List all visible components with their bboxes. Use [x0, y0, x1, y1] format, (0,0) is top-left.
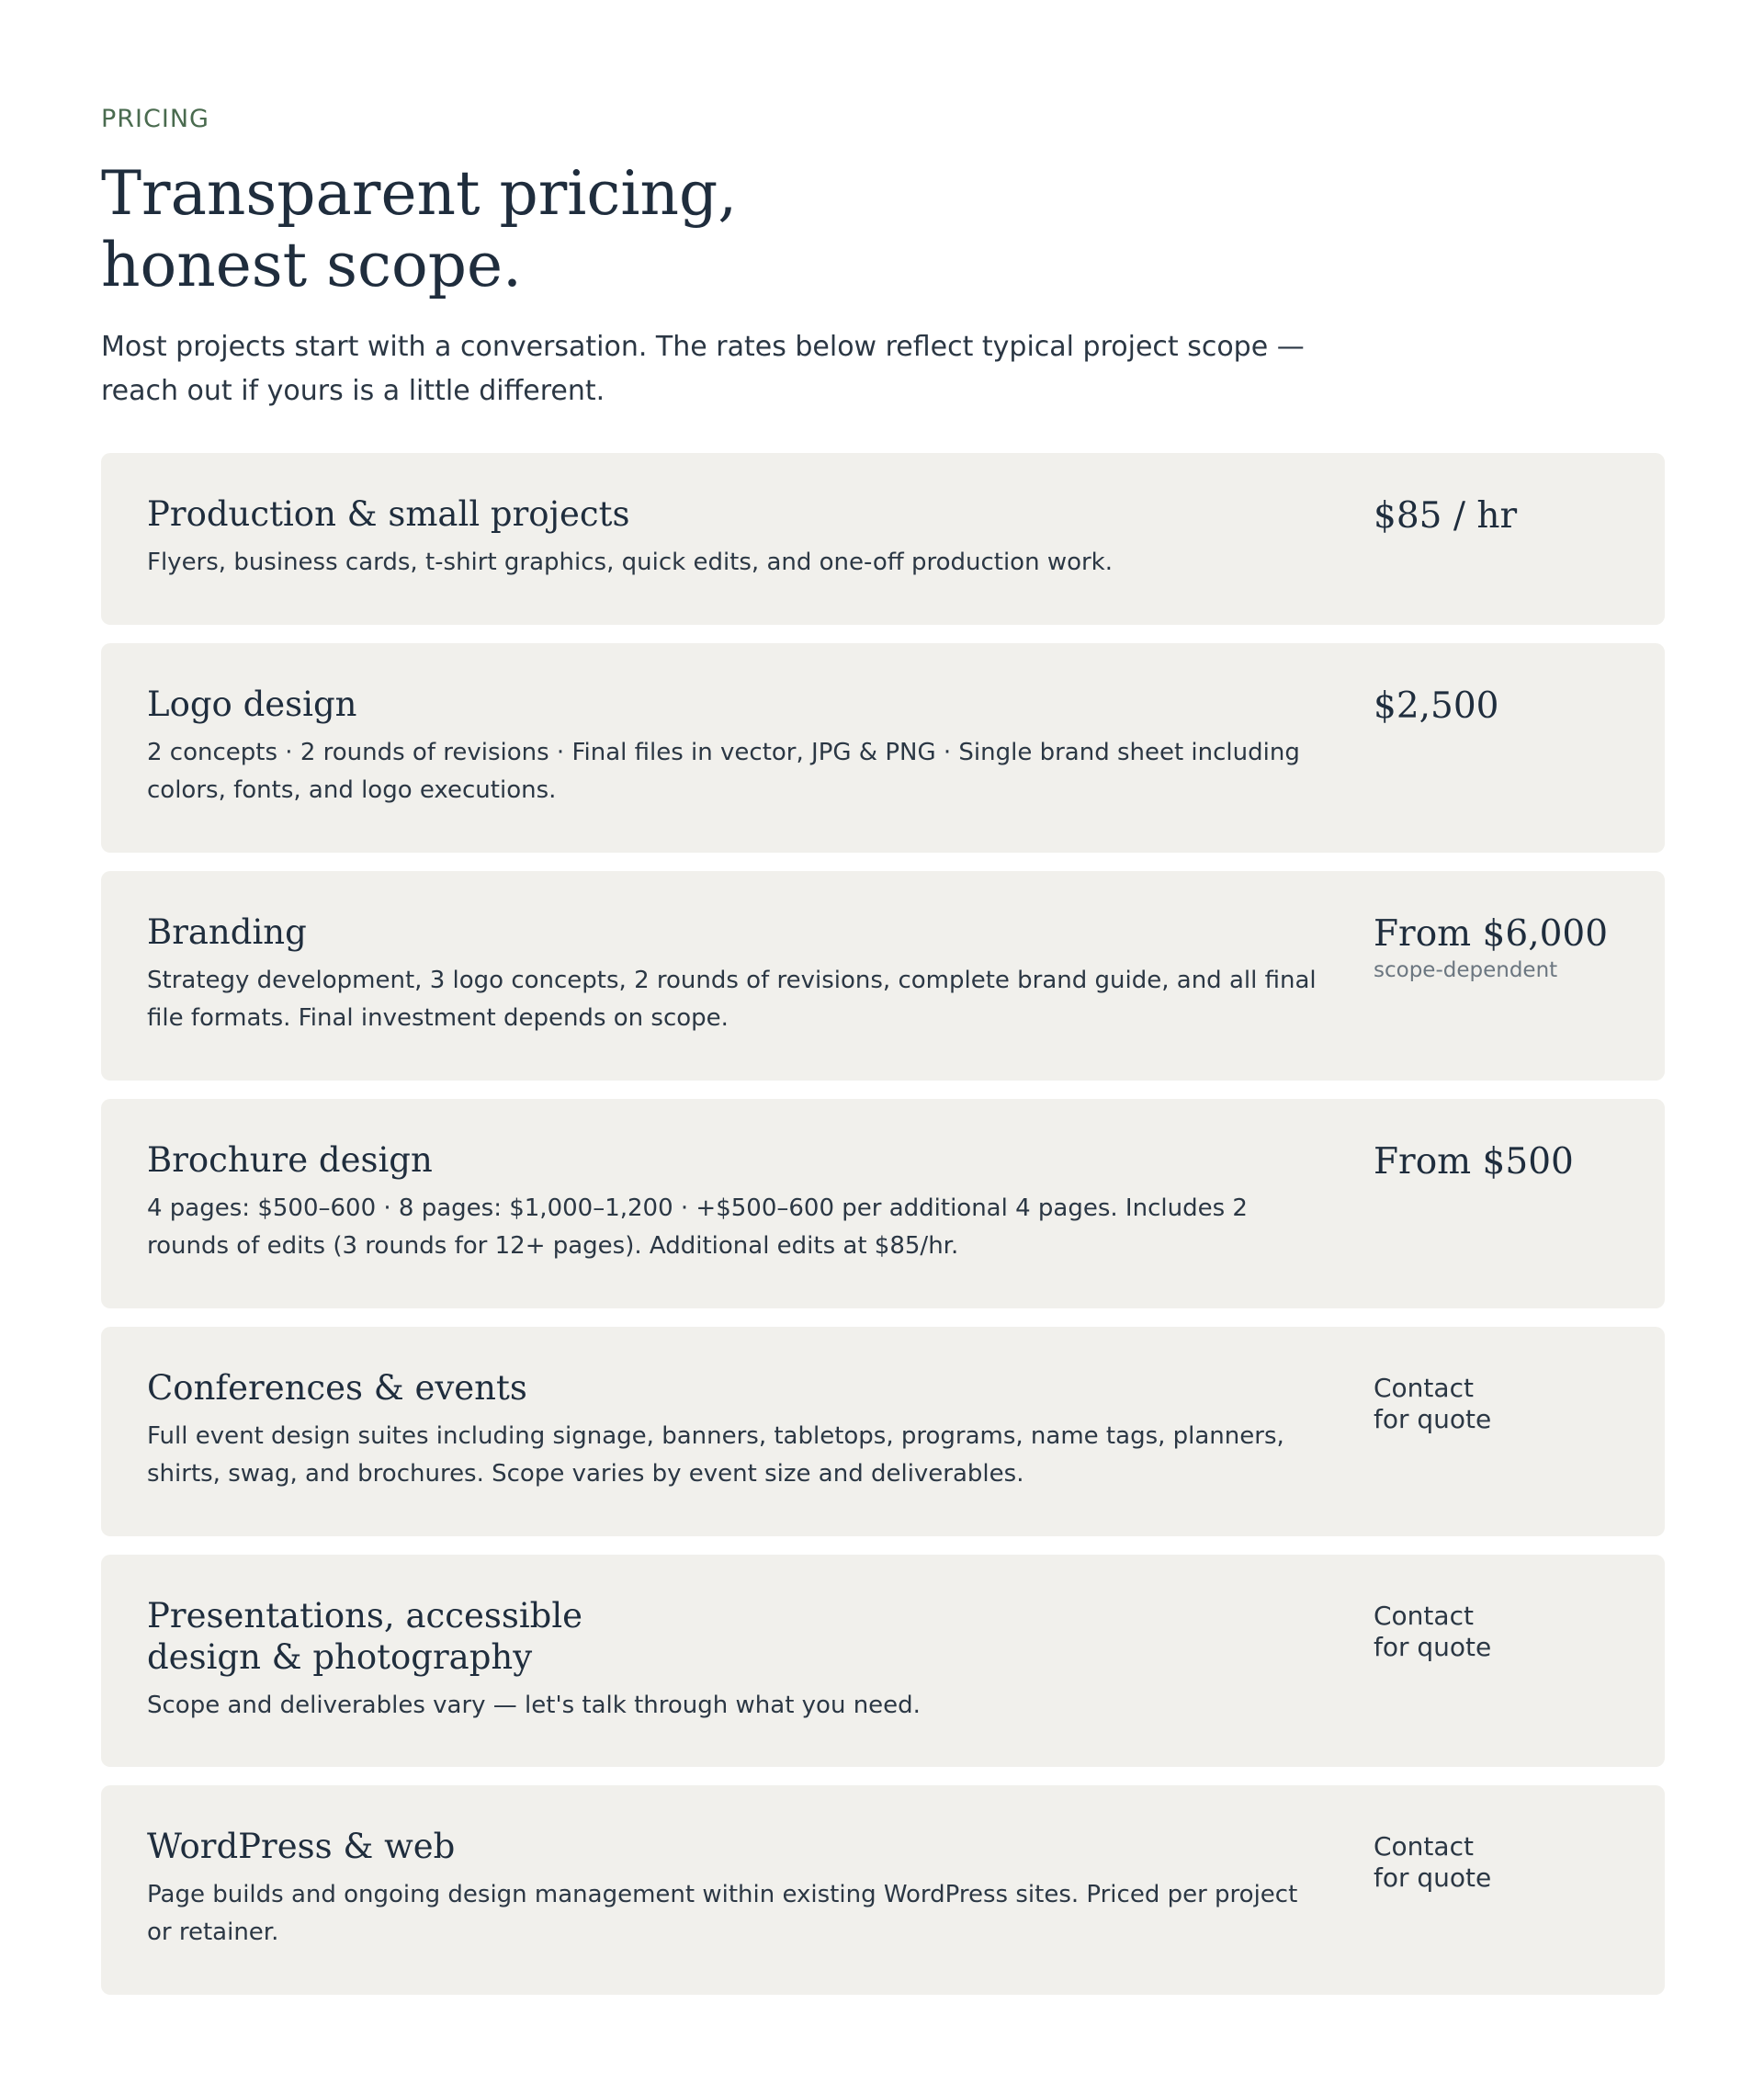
card-price [1374, 911, 1631, 983]
pricing-card-brochure [101, 1099, 1665, 1308]
section-eyebrow: PRICING [101, 105, 209, 133]
card-description: Page builds and ongoing design management within existing WordPress sites. Priced per project or retainer. [147, 1881, 1298, 1946]
price-value: From $6,000 [1374, 913, 1609, 955]
card-description: 2 concepts · 2 rounds of revisions · Final files in vector, JPG & PNG · Single brand sheet including colors, fonts, and logo executions. [147, 739, 1300, 804]
card-title: Logo design [147, 685, 357, 724]
card-title: Production & small projects [147, 494, 630, 534]
card-price [1374, 1826, 1631, 1894]
price-value: From $500 [1374, 1141, 1574, 1183]
card-price [1374, 493, 1631, 539]
card-description: Full event design suites including signage, banners, tabletops, programs, name tags, planners, shirts, swag, and brochures. Scope varies by event size and deliverables. [147, 1422, 1284, 1488]
page-title-line-2: honest scope. [101, 230, 523, 300]
price-value: $85 / hr [1374, 495, 1518, 537]
card-description: Strategy development, 3 logo concepts, 2 rounds of revisions, complete brand guide, and all final file formats. Final investment depends on scope. [147, 967, 1317, 1032]
intro-text: Most projects start with a conversation. The rates below reflect typical project scope — reach out if yours is a little different. [101, 331, 1305, 407]
price-contact-quote: Contact for quote [1374, 1831, 1492, 1893]
pricing-card-presentations [101, 1555, 1665, 1767]
pricing-card-production [101, 453, 1665, 625]
page-title-line-1: Transparent pricing, [101, 158, 738, 229]
card-description: Scope and deliverables vary — let's talk through what you need. [147, 1692, 921, 1719]
card-price [1374, 684, 1631, 730]
card-price [1374, 1595, 1631, 1663]
card-title: Branding [147, 912, 307, 952]
price-note: scope-dependent [1374, 958, 1558, 982]
card-title-line-2: design & photography [147, 1637, 533, 1677]
pricing-card-logo [101, 643, 1665, 853]
pricing-card-wordpress [101, 1785, 1665, 1995]
page-title [101, 158, 928, 301]
card-title: Brochure design [147, 1140, 433, 1180]
pricing-list [101, 453, 1665, 2013]
card-title-line-1: Presentations, accessible [147, 1596, 583, 1636]
price-value: $2,500 [1374, 685, 1499, 727]
price-contact-quote: Contact for quote [1374, 1373, 1492, 1434]
pricing-card-branding [101, 871, 1665, 1081]
card-title [147, 1595, 1323, 1678]
pricing-card-conferences [101, 1327, 1665, 1536]
card-title: WordPress & web [147, 1827, 456, 1866]
card-price [1374, 1139, 1631, 1185]
card-price [1374, 1367, 1631, 1435]
card-description: Flyers, business cards, t-shirt graphics, quick edits, and one-off production work. [147, 549, 1114, 576]
card-description: 4 pages: $500–600 · 8 pages: $1,000–1,200 · +$500–600 per additional 4 pages. Includes 2 rounds of edits (3 rounds for 12+ pages). Additional edits at $85/hr. [147, 1194, 1248, 1260]
pricing-header [101, 101, 1665, 413]
price-contact-quote: Contact for quote [1374, 1601, 1492, 1662]
card-title: Conferences & events [147, 1368, 527, 1408]
